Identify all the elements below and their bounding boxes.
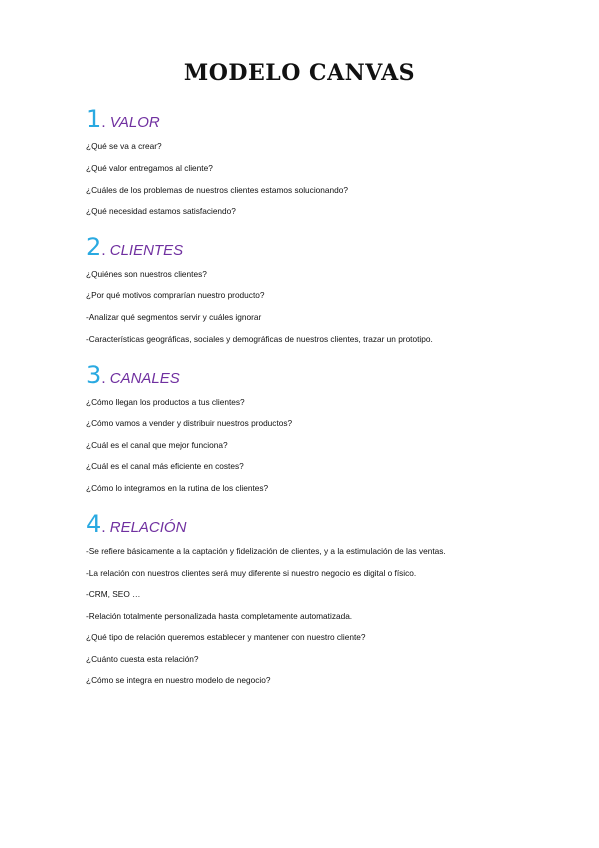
section-line: -CRM, SEO …	[86, 589, 141, 599]
section-line: ¿Cuál es el canal que mejor funciona?	[86, 440, 228, 450]
section-line: ¿Qué tipo de relación queremos establecer y mantener con nuestro cliente?	[86, 632, 366, 642]
section-line: ¿Qué valor entregamos al cliente?	[86, 163, 213, 173]
section-heading-valor	[86, 105, 160, 133]
section-number: 4	[86, 510, 102, 538]
section-heading-canales	[86, 361, 180, 389]
section-dot: .	[101, 242, 106, 259]
section-line: -Relación totalmente personalizada hasta completamente automatizada.	[86, 611, 353, 621]
section-number: 3	[86, 361, 102, 389]
section-title: CLIENTES	[109, 242, 184, 259]
section-line: -La relación con nuestros clientes será muy diferente si nuestro negocio es digital o físico.	[86, 568, 417, 578]
page-title: MODELO CANVAS	[183, 60, 416, 86]
section-line: -Analizar qué segmentos servir y cuáles ignorar	[86, 312, 262, 322]
section-line: ¿Qué necesidad estamos satisfaciendo?	[86, 206, 236, 216]
section-dot: .	[101, 519, 106, 536]
section-line: ¿Cuál es el canal más eficiente en costes?	[86, 461, 244, 471]
section-heading-relacion	[86, 510, 186, 538]
section-line: ¿Qué se va a crear?	[86, 141, 162, 151]
section-line: ¿Cómo lo integramos en la rutina de los clientes?	[86, 483, 269, 493]
section-line: -Se refiere básicamente a la captación y fidelización de clientes, y a la estimulación de las ventas.	[86, 546, 446, 556]
section-line: ¿Cómo llegan los productos a tus clientes?	[86, 397, 245, 407]
section-dot: .	[101, 114, 106, 131]
section-line: ¿Cuáles de los problemas de nuestros clientes estamos solucionando?	[86, 185, 348, 195]
section-number: 1	[86, 105, 102, 133]
section-title: VALOR	[109, 114, 160, 131]
section-title: RELACIÓN	[109, 519, 187, 536]
section-number: 2	[86, 233, 102, 261]
section-line: ¿Por qué motivos comprarían nuestro producto?	[86, 290, 265, 300]
section-dot: .	[101, 370, 106, 387]
section-line: ¿Cómo vamos a vender y distribuir nuestros productos?	[86, 418, 293, 428]
section-line: ¿Cómo se integra en nuestro modelo de negocio?	[86, 675, 271, 685]
section-line: -Características geográficas, sociales y demográficas de nuestros clientes, trazar un prototipo.	[86, 334, 433, 344]
section-title: CANALES	[109, 370, 180, 387]
section-line: ¿Cuánto cuesta esta relación?	[86, 654, 199, 664]
section-line: ¿Quiénes son nuestros clientes?	[86, 269, 207, 279]
section-heading-clientes	[86, 233, 183, 261]
